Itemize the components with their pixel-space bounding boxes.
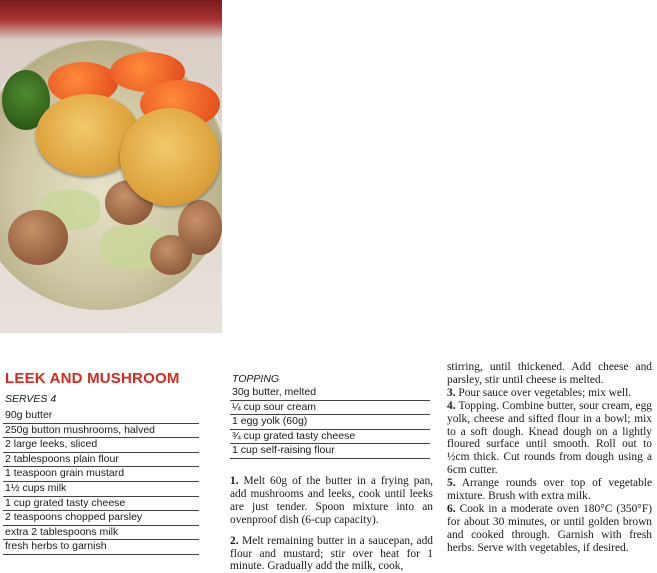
mushroom [8, 210, 68, 265]
method-column-1 [230, 475, 433, 573]
recipe-title: LEEK AND MUSHROOM [5, 370, 180, 387]
method-step [447, 387, 652, 400]
step-text: Cook in a moderate oven 180°C (350°F) for about 30 minutes, or until golden brown and cooked through. Garnish with fresh herbs. Serve with vegetables, if desired. [447, 502, 652, 554]
step-number: 6. [447, 502, 456, 515]
ingredient-item: 1 cup grated tasty cheese [3, 497, 199, 512]
topping-item: 1 egg yolk (60g) [230, 415, 430, 430]
topping-item: ¼ cup sour cream [230, 401, 430, 416]
topping-item: 1 cup self-raising flour [230, 444, 430, 459]
recipe-photo [0, 0, 222, 333]
ingredient-item: 1½ cups milk [3, 482, 199, 497]
step-text: Topping. Combine butter, sour cream, egg yolk, cheese and sifted flour in a bowl; mix to a soft dough. Knead dough on a lightly floured surface until smooth. Roll out to ½cm thick. Cut rounds from dough using a 6cm cutter. [447, 399, 652, 477]
topping-list [230, 386, 430, 459]
ingredient-item: 90g butter [3, 409, 199, 424]
step-text: stirring, until thickened. Add cheese and parsley, stir until cheese is melted. [447, 361, 652, 386]
step-number: 4. [447, 399, 456, 412]
step-number: 1. [230, 475, 239, 487]
serves-label: SERVES 4 [5, 393, 57, 405]
method-step [447, 400, 652, 477]
step-number: 2. [230, 534, 239, 547]
step-text: Pour sauce over vegetables; mix well. [458, 386, 632, 399]
method-step [230, 475, 433, 527]
topping-heading: TOPPING [232, 373, 280, 385]
ingredient-item: extra 2 tablespoons milk [3, 526, 199, 541]
ingredient-item: 2 large leeks, sliced [3, 438, 199, 453]
topping-item: 30g butter, melted [230, 386, 430, 401]
topping-item: ¾ cup grated tasty cheese [230, 430, 430, 445]
step-text: Melt 60g of the butter in a frying pan, add mushrooms and leeks, cook until leeks are just tender. Spoon mixture into an ovenproof dish (6-cup capacity). [230, 475, 433, 526]
method-step [230, 535, 433, 573]
step-number: 5. [447, 477, 456, 490]
method-step [447, 503, 652, 555]
step-number: 3. [447, 386, 456, 399]
method-column-2 [447, 361, 652, 555]
step-text: Arrange rounds over top of vegetable mixture. Brush with extra milk. [447, 477, 653, 503]
scone-topping [120, 108, 220, 206]
ingredient-item: 250g button mushrooms, halved [3, 424, 199, 439]
ingredient-item: 2 tablespoons plain flour [3, 453, 199, 468]
mushroom [150, 235, 192, 275]
method-step [447, 477, 652, 503]
ingredients-list [3, 409, 199, 555]
ingredient-item: fresh herbs to garnish [3, 540, 199, 555]
method-step-continued [447, 361, 652, 387]
ingredient-item: 1 teaspoon grain mustard [3, 467, 199, 482]
ingredient-item: 2 teaspoons chopped parsley [3, 511, 199, 526]
step-text: Melt remaining butter in a saucepan, add flour and mustard; stir over heat for 1 minute. Gradually add the milk, cook, [230, 534, 433, 573]
